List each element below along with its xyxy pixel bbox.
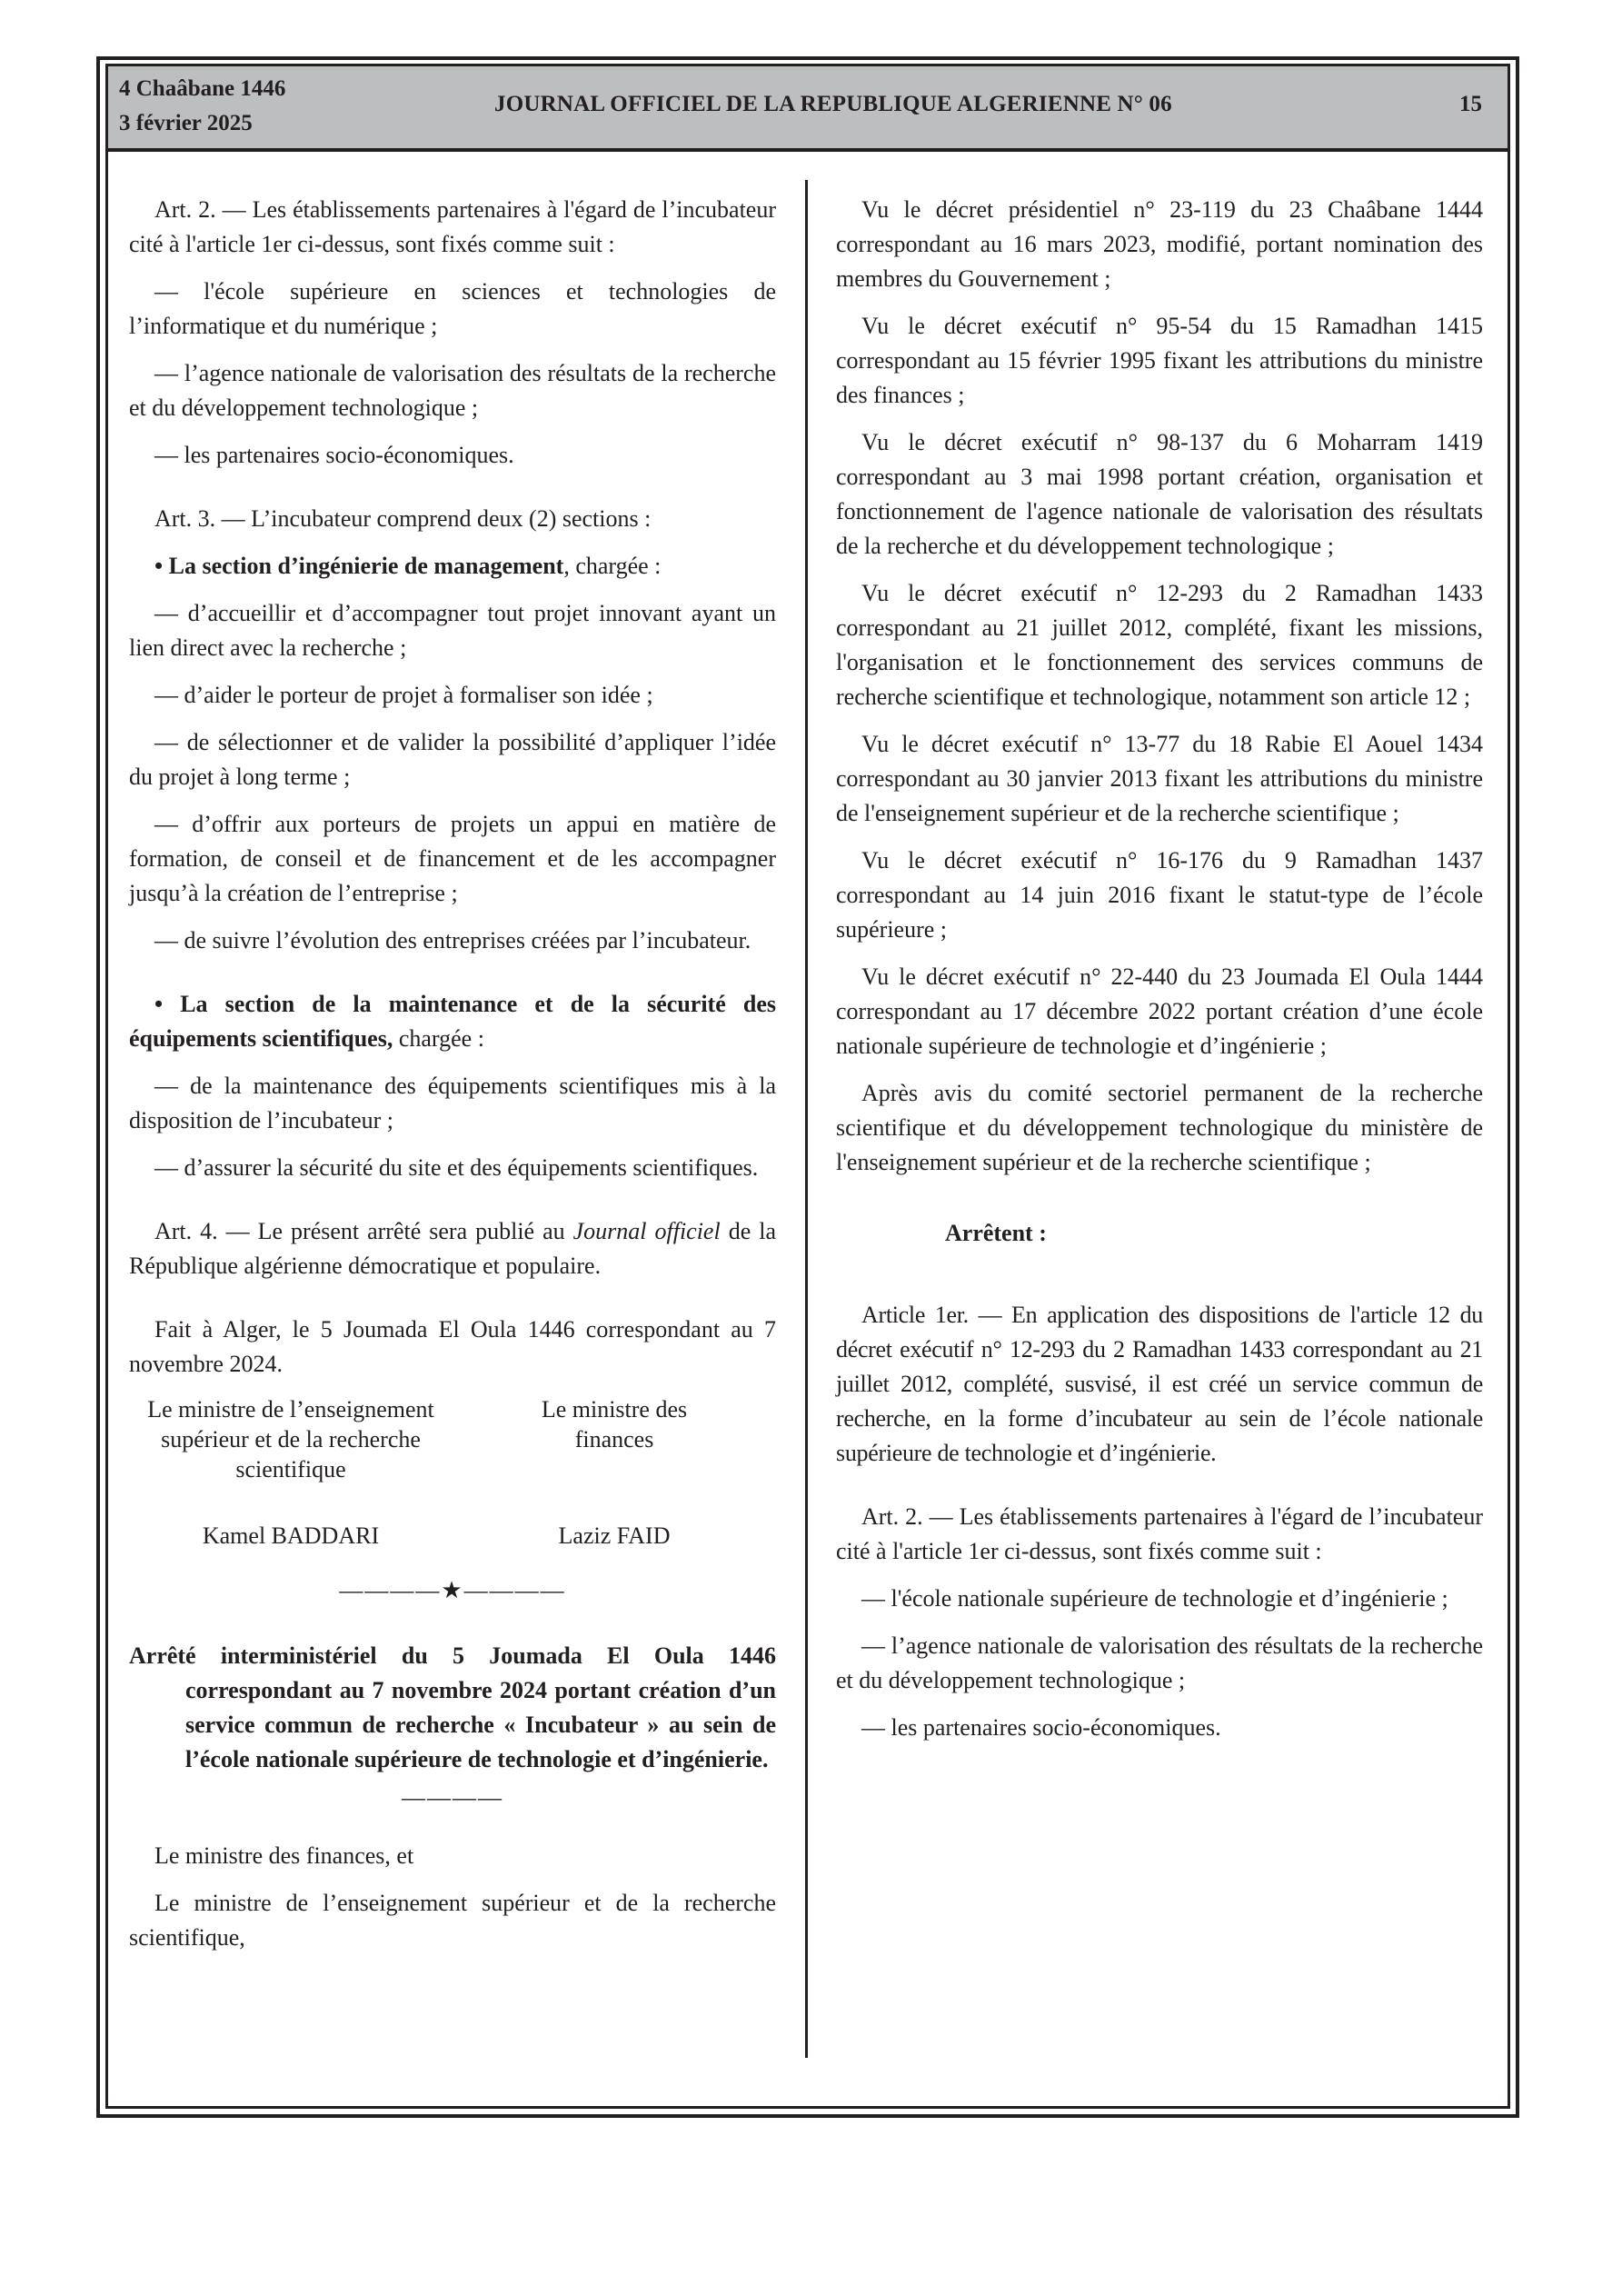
preamble-line: Le ministre des finances, et: [154, 1842, 414, 1869]
section1-item: — d’accueillir et d’accompagner tout projet innovant ayant un lien direct avec la recherche ;: [129, 600, 776, 661]
section1-item: — de suivre l’évolution des entreprises créées par l’incubateur.: [154, 927, 751, 953]
section1-item: — d’offrir aux porteurs de projets un appui en matière de formation, de conseil et de financement et de les accompagner jusqu’à la création de l’entreprise ;: [129, 811, 776, 906]
section2-title: • La section de la maintenance et de la sécurité des équipements scientifiques,: [129, 991, 776, 1052]
journal-title: JOURNAL OFFICIEL DE LA REPUBLIQUE ALGERIENNE N° 06: [494, 92, 1172, 116]
section1-title: • La section d’ingénierie de management: [154, 553, 564, 579]
visa: Vu le décret exécutif n° 12-293 du 2 Ramadhan 1433 correspondant au 21 juillet 2012, complété, fixant les missions, l'organisation et le fonctionnement des services communs de recherche scientifique et technologique, notamment son article 12 ;: [836, 580, 1483, 710]
visa: Après avis du comité sectoriel permanent de la recherche scientifique et du développement technologique du ministère de l'enseignement supérieur et de la recherche scientifique ;: [836, 1080, 1483, 1175]
art4-prefix: Art. 4. — Le présent arrêté sera publié au: [154, 1218, 573, 1244]
signatory-names: [129, 1519, 776, 1553]
preamble-line: Le ministre de l’enseignement supérieur et de la recherche scientifique,: [129, 1890, 776, 1951]
hijri-date: 4 Chaâbane 1446: [119, 76, 286, 101]
short-separator: ————: [402, 1784, 503, 1811]
section1-item: — d’aider le porteur de projet à formaliser son idée ;: [154, 682, 653, 708]
gregorian-date: 3 février 2025: [119, 111, 253, 135]
section2-item: — d’assurer la sécurité du site et des équipements scientifiques.: [154, 1154, 759, 1181]
section2-item: — de la maintenance des équipements scientifiques mis à la disposition de l’incubateur ;: [129, 1073, 776, 1133]
section2-suffix: chargée :: [393, 1025, 484, 1052]
page-number: 15: [1459, 92, 1482, 116]
signatory-name-higher-education: Kamel BADDARI: [202, 1522, 380, 1549]
section1-item: — de sélectionner et de valider la possibilité d’appliquer l’idée du projet à long terme ;: [129, 729, 776, 790]
visa: Vu le décret présidentiel n° 23-119 du 23 Chaâbane 1444 correspondant au 16 mars 2023, modifié, portant nomination des membres du Gouvernement ;: [836, 196, 1483, 292]
journal-header: [108, 66, 1508, 152]
section1-heading: [129, 549, 776, 584]
column-divider: [805, 180, 808, 2058]
art3-intro: Art. 3. — L’incubateur comprend deux (2) sections :: [154, 505, 652, 532]
visa: Vu le décret exécutif n° 95-54 du 15 Ramadhan 1415 correspondant au 15 février 1995 fixant les attributions du ministre des finances ;: [836, 313, 1483, 408]
art2-item-right: — l'école nationale supérieure de technologie et d’ingénierie ;: [861, 1585, 1448, 1612]
decree-title: Arrêté interministériel du 5 Joumada El Oula 1446 correspondant au 7 novembre 2024 portant création d’un service commun de recherche « Incubateur » au sein de l’école nationale supérieure de technologie et d’ingénierie.: [129, 1642, 776, 1772]
art2-intro: Art. 2. — Les établissements partenaires à l'égard de l’incubateur cité à l'article 1er ci-dessus, sont fixés comme suit :: [129, 196, 776, 257]
visa: Vu le décret exécutif n° 22-440 du 23 Joumada El Oula 1444 correspondant au 17 décembre 2022 portant création d’une école nationale supérieure de technologie et d’ingénierie ;: [836, 963, 1483, 1059]
article-1: Article 1er. — En application des dispositions de l'article 12 du décret exécutif n° 12-293 du 2 Ramadhan 1433 correspondant au 21 juillet 2012, complété, susvisé, il est créé un service commun de recherche, en la forme d’incubateur au sein de l’école nationale supérieure de technologie et d’ingénierie.: [836, 1302, 1483, 1466]
art2-item-right: — les partenaires socio-économiques.: [861, 1714, 1221, 1741]
visa: Vu le décret exécutif n° 98-137 du 6 Moharram 1419 correspondant au 3 mai 1998 portant création, organisation et fonctionnement de l'agence nationale de valorisation des résultats de la recherche et du développement technologique ;: [836, 429, 1483, 559]
visa: Vu le décret exécutif n° 13-77 du 18 Rabie El Aouel 1434 correspondant au 30 janvier 2013 fixant les attributions du ministre de l'enseignement supérieur et de la recherche scientifique ;: [836, 731, 1483, 826]
art2-intro-right: Art. 2. — Les établissements partenaires à l'égard de l’incubateur cité à l'article 1er ci-dessus, sont fixés comme suit :: [836, 1503, 1483, 1564]
left-column: [129, 193, 776, 1968]
art2-item: — les partenaires socio-économiques.: [154, 442, 514, 468]
signatory-title-finance: Le ministre des finances: [541, 1396, 688, 1452]
art2-item: — l'école supérieure en sciences et technologies de l’informatique et du numérique ;: [129, 278, 776, 339]
art4: [129, 1214, 776, 1283]
arretent-heading: Arrêtent :: [945, 1220, 1047, 1246]
signatory-title-higher-education: Le ministre de l’enseignement supérieur et de la recherche scientifique: [147, 1396, 434, 1482]
art4-suffix: de la République algérienne démocratique et populaire.: [129, 1218, 776, 1279]
art4-journal-link-text: Journal officiel: [572, 1218, 721, 1244]
signatories: [129, 1394, 776, 1484]
section2-heading: [129, 987, 776, 1056]
signatory-name-finance: Laziz FAID: [558, 1522, 671, 1549]
header-dates: [119, 72, 285, 141]
star-separator: ————★————: [339, 1577, 566, 1603]
done-at: Fait à Alger, le 5 Joumada El Oula 1446 correspondant au 7 novembre 2024.: [129, 1316, 776, 1377]
art2-item: — l’agence nationale de valorisation des résultats de la recherche et du développement technologique ;: [129, 360, 776, 421]
visa: Vu le décret exécutif n° 16-176 du 9 Ramadhan 1437 correspondant au 14 juin 2016 fixant le statut-type de l’école supérieure ;: [836, 847, 1483, 943]
right-column: [836, 193, 1483, 1758]
section1-suffix: , chargée :: [563, 553, 662, 579]
art2-item-right: — l’agence nationale de valorisation des résultats de la recherche et du développement technologique ;: [836, 1632, 1483, 1693]
